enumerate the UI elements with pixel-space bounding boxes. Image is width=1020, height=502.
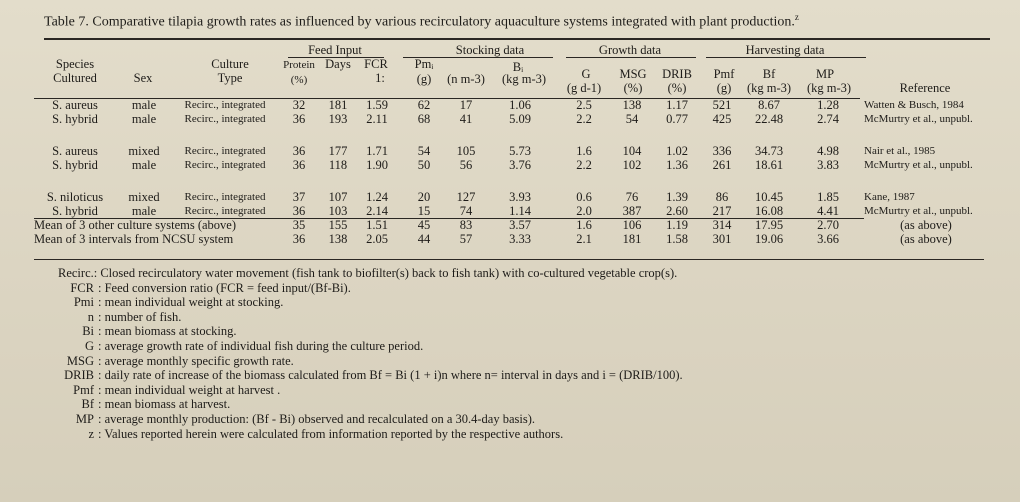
legend-text: : mean biomass at stocking. <box>98 324 237 339</box>
cell-mp: 3.66 <box>817 232 839 246</box>
col-header-msg: MSG <box>619 67 647 81</box>
cell-bf: 34.73 <box>754 144 784 158</box>
cell-ni: 57 <box>459 232 473 246</box>
cell-ref: Nair et al., 1985 <box>864 145 936 157</box>
cell-pmf: 336 <box>712 144 732 158</box>
col-header-sex: Sex <box>133 71 153 85</box>
cell-bf: 17.95 <box>754 218 784 232</box>
cell-culture: Recirc., integrated <box>184 159 266 171</box>
cell-msg: 104 <box>622 144 642 158</box>
col-header-pmi-unit: (g) <box>416 72 432 86</box>
legend-key: FCR <box>70 280 94 295</box>
legend-key: n <box>87 309 94 324</box>
cell-pmi: 50 <box>417 158 431 172</box>
legend-text: Closed recirculatory water movement (fish tank to biofilter(s) back to fish tank) with co-cultured vegetable crop(s). <box>100 266 678 280</box>
cell-protein: 32 <box>292 98 306 112</box>
cell-fcr: 1.51 <box>366 218 388 232</box>
cell-drib: 0.77 <box>666 112 688 126</box>
cell-bf: 22.48 <box>754 112 784 126</box>
legend-key: DRIB <box>64 368 94 383</box>
col-header-pmi: Pmᵢ <box>414 57 434 71</box>
cell-days: 177 <box>328 144 348 158</box>
legend-item <box>44 383 280 397</box>
legend-item <box>44 368 683 382</box>
cell-msg: 138 <box>622 98 642 112</box>
legend-text: : mean biomass at harvest. <box>98 397 231 412</box>
col-header-g: G <box>581 67 591 81</box>
cell-ref: McMurtry et al., unpubl. <box>864 113 973 125</box>
cell-ni: 56 <box>459 158 473 172</box>
cell-g: 2.2 <box>576 112 592 126</box>
col-header-pmf-unit: (g) <box>716 81 732 95</box>
cell-ref: (as above) <box>900 218 952 232</box>
cell-days: 138 <box>328 232 348 246</box>
cell-bi: 5.09 <box>509 112 531 126</box>
cell-bi: 1.06 <box>509 98 531 112</box>
legend-key: G <box>84 339 94 353</box>
col-header-culture: Culture <box>211 57 249 71</box>
cell-fcr: 1.24 <box>366 190 388 204</box>
cell-protein: 36 <box>292 232 306 246</box>
cell-culture: Recirc., integrated <box>184 113 266 125</box>
cell-pmi: 54 <box>417 144 431 158</box>
legend-key: Pmi <box>73 295 94 310</box>
legend-item <box>44 412 535 426</box>
cell-species: Mean of 3 other culture systems (above) <box>34 218 237 232</box>
legend-key: Bi <box>82 324 94 339</box>
cell-pmf: 521 <box>712 98 732 112</box>
legend-key: MP <box>75 412 94 426</box>
cell-msg: 106 <box>622 218 642 232</box>
harvesting-underline <box>706 57 866 58</box>
col-header-bi: Bᵢ <box>512 60 524 74</box>
legend-text: : daily rate of increase of the biomass calculated from Bf = Bi (1 + i)n where n= interval in days and i = (DRIB/100). <box>98 368 683 383</box>
cell-protein: 36 <box>292 204 306 218</box>
cell-pmi: 20 <box>417 190 431 204</box>
col-header-days: Days <box>325 57 351 71</box>
cell-ni: 74 <box>459 204 473 218</box>
cell-protein: 35 <box>292 218 306 232</box>
col-header-bf: Bf <box>762 67 776 81</box>
cell-bi: 3.33 <box>509 232 531 246</box>
cell-bf: 8.67 <box>758 98 780 112</box>
cell-msg: 76 <box>625 190 639 204</box>
caption-text: Table 7. Comparative tilapia growth rates as influenced by various recirculatory aquaculture systems integrated with plant production. <box>44 14 795 30</box>
cell-ref: Watten & Busch, 1984 <box>864 99 964 111</box>
cell-ni: 17 <box>459 98 473 112</box>
cell-g: 1.6 <box>576 218 592 232</box>
cell-drib: 1.17 <box>666 98 688 112</box>
legend-key: Bf <box>81 397 94 412</box>
cell-mp: 4.98 <box>817 144 839 158</box>
cell-ref: McMurtry et al., unpubl. <box>864 159 973 171</box>
cell-g: 2.5 <box>576 98 592 112</box>
table-bottom-rule <box>34 259 984 260</box>
cell-days: 103 <box>328 204 348 218</box>
cell-fcr: 2.05 <box>366 232 388 246</box>
legend-item <box>44 310 181 324</box>
cell-mp: 3.83 <box>817 158 839 172</box>
cell-g: 1.6 <box>576 144 592 158</box>
table-caption <box>44 12 984 31</box>
col-header-fcr-unit: 1: <box>375 71 385 85</box>
col-header-species-2: Cultured <box>53 71 97 85</box>
cell-msg: 102 <box>622 158 642 172</box>
cell-pmf: 301 <box>712 232 732 246</box>
cell-mp: 4.41 <box>817 204 839 218</box>
cell-species: S. aureus <box>52 98 98 112</box>
cell-drib: 1.58 <box>666 232 688 246</box>
cell-fcr: 1.71 <box>366 144 388 158</box>
cell-fcr: 2.11 <box>366 112 388 126</box>
cell-msg: 54 <box>625 112 639 126</box>
cell-bf: 19.06 <box>754 232 784 246</box>
legend-item <box>44 354 294 368</box>
cell-bi: 3.93 <box>509 190 531 204</box>
cell-fcr: 2.14 <box>366 204 388 218</box>
col-header-g-unit: (g d-1) <box>566 81 602 95</box>
cell-protein: 36 <box>292 112 306 126</box>
cell-days: 107 <box>328 190 348 204</box>
legend-key: Pmf <box>73 382 94 397</box>
legend-item <box>44 339 423 353</box>
legend-item <box>44 427 563 441</box>
cell-fcr: 1.90 <box>366 158 388 172</box>
cell-pmf: 86 <box>715 190 729 204</box>
legend-text: : average monthly specific growth rate. <box>98 353 294 368</box>
cell-species: S. hybrid <box>52 112 98 126</box>
cell-ni: 105 <box>456 144 476 158</box>
col-header-bi-unit: (kg m-3) <box>501 72 547 86</box>
cell-bf: 10.45 <box>754 190 784 204</box>
cell-msg: 387 <box>622 204 642 218</box>
legend-text: : number of fish. <box>98 309 182 324</box>
col-header-mp-unit: (kg m-3) <box>806 81 852 95</box>
cell-ref: Kane, 1987 <box>864 191 915 203</box>
cell-pmf: 217 <box>712 204 732 218</box>
legend-key: z <box>88 426 94 441</box>
cell-pmf: 425 <box>712 112 732 126</box>
legend-item <box>58 266 677 280</box>
cell-pmf: 314 <box>712 218 732 232</box>
cell-bf: 18.61 <box>754 158 784 172</box>
legend-item <box>44 295 283 309</box>
cell-ni: 83 <box>459 218 473 232</box>
col-header-drib: DRIB <box>662 67 692 81</box>
cell-g: 2.0 <box>576 204 592 218</box>
col-header-protein: Protein <box>283 59 315 71</box>
cell-bi: 1.14 <box>509 204 531 218</box>
group-header-stocking: Stocking data <box>455 43 525 57</box>
cell-bi: 5.73 <box>509 144 531 158</box>
table-top-rule <box>44 38 990 40</box>
legend-key: Recirc.: <box>58 266 98 280</box>
cell-ref: (as above) <box>900 232 952 246</box>
cell-fcr: 1.59 <box>366 98 388 112</box>
cell-sex: male <box>131 112 157 126</box>
cell-mp: 2.74 <box>817 112 839 126</box>
cell-days: 193 <box>328 112 348 126</box>
cell-mp: 1.28 <box>817 98 839 112</box>
cell-mp: 2.70 <box>817 218 839 232</box>
col-header-msg-unit: (%) <box>623 81 643 95</box>
cell-species: S. aureus <box>52 144 98 158</box>
col-header-species: Species <box>55 57 95 71</box>
col-header-ni-unit: (n m-3) <box>447 72 485 86</box>
cell-culture: Recirc., integrated <box>184 99 266 111</box>
cell-culture: Recirc., integrated <box>184 191 266 203</box>
cell-culture: Recirc., integrated <box>184 145 266 157</box>
cell-g: 0.6 <box>576 190 592 204</box>
cell-species: Mean of 3 intervals from NCSU system <box>34 232 234 246</box>
cell-drib: 1.19 <box>666 218 688 232</box>
cell-pmf: 261 <box>712 158 732 172</box>
legend-text: : average growth rate of individual fish during the culture period. <box>98 339 424 353</box>
cell-drib: 1.02 <box>666 144 688 158</box>
col-header-bf-unit: (kg m-3) <box>746 81 792 95</box>
cell-sex: mixed <box>128 190 160 204</box>
cell-ni: 41 <box>459 112 473 126</box>
cell-pmi: 15 <box>417 204 431 218</box>
cell-bi: 3.57 <box>509 218 531 232</box>
cell-species: S. hybrid <box>52 204 98 218</box>
legend-key: MSG <box>66 353 94 368</box>
cell-pmi: 68 <box>417 112 431 126</box>
legend-text: : Feed conversion ratio (FCR = feed input/(Bf-Bi). <box>98 280 351 295</box>
cell-pmi: 44 <box>417 232 431 246</box>
group-header-feed-input: Feed Input <box>308 43 362 57</box>
caption-footnote-mark: z <box>794 12 799 22</box>
cell-msg: 181 <box>622 232 642 246</box>
col-header-pmf: Pmf <box>713 67 735 81</box>
cell-drib: 2.60 <box>666 204 688 218</box>
legend-text: : average monthly production: (Bf - Bi) observed and recalculated on a 30.4-day basis). <box>98 412 536 426</box>
group-header-growth: Growth data <box>598 43 662 57</box>
cell-protein: 37 <box>292 190 306 204</box>
cell-g: 2.1 <box>576 232 592 246</box>
col-header-fcr: FCR <box>364 57 388 71</box>
legend-text: : mean individual weight at harvest . <box>98 382 281 397</box>
col-header-mp: MP <box>815 67 835 81</box>
cell-culture: Recirc., integrated <box>184 205 266 217</box>
cell-sex: male <box>131 158 157 172</box>
cell-species: S. niloticus <box>46 190 104 204</box>
legend-text: : Values reported herein were calculated from information reported by the respective authors. <box>98 426 564 441</box>
cell-protein: 36 <box>292 158 306 172</box>
legend-item <box>44 397 230 411</box>
cell-sex: male <box>131 204 157 218</box>
col-header-drib-unit: (%) <box>667 81 687 95</box>
cell-species: S. hybrid <box>52 158 98 172</box>
cell-sex: mixed <box>128 144 160 158</box>
legend-item <box>44 324 237 338</box>
cell-bf: 16.08 <box>754 204 784 218</box>
cell-pmi: 45 <box>417 218 431 232</box>
cell-protein: 36 <box>292 144 306 158</box>
cell-ni: 127 <box>456 190 476 204</box>
cell-mp: 1.85 <box>817 190 839 204</box>
cell-ref: McMurtry et al., unpubl. <box>864 205 973 217</box>
cell-pmi: 62 <box>417 98 431 112</box>
summary-rows-rule <box>34 218 864 219</box>
col-header-culture-2: Type <box>217 71 243 85</box>
cell-sex: male <box>131 98 157 112</box>
cell-days: 118 <box>328 158 348 172</box>
col-header-protein-unit: (%) <box>290 74 308 86</box>
legend-item <box>44 281 351 295</box>
col-header-reference: Reference <box>899 81 951 95</box>
cell-drib: 1.39 <box>666 190 688 204</box>
growth-underline <box>566 57 696 58</box>
cell-days: 181 <box>328 98 348 112</box>
cell-days: 155 <box>328 218 348 232</box>
group-header-harvesting: Harvesting data <box>745 43 825 57</box>
cell-g: 2.2 <box>576 158 592 172</box>
cell-bi: 3.76 <box>509 158 531 172</box>
legend-text: : mean individual weight at stocking. <box>98 295 284 310</box>
cell-drib: 1.36 <box>666 158 688 172</box>
